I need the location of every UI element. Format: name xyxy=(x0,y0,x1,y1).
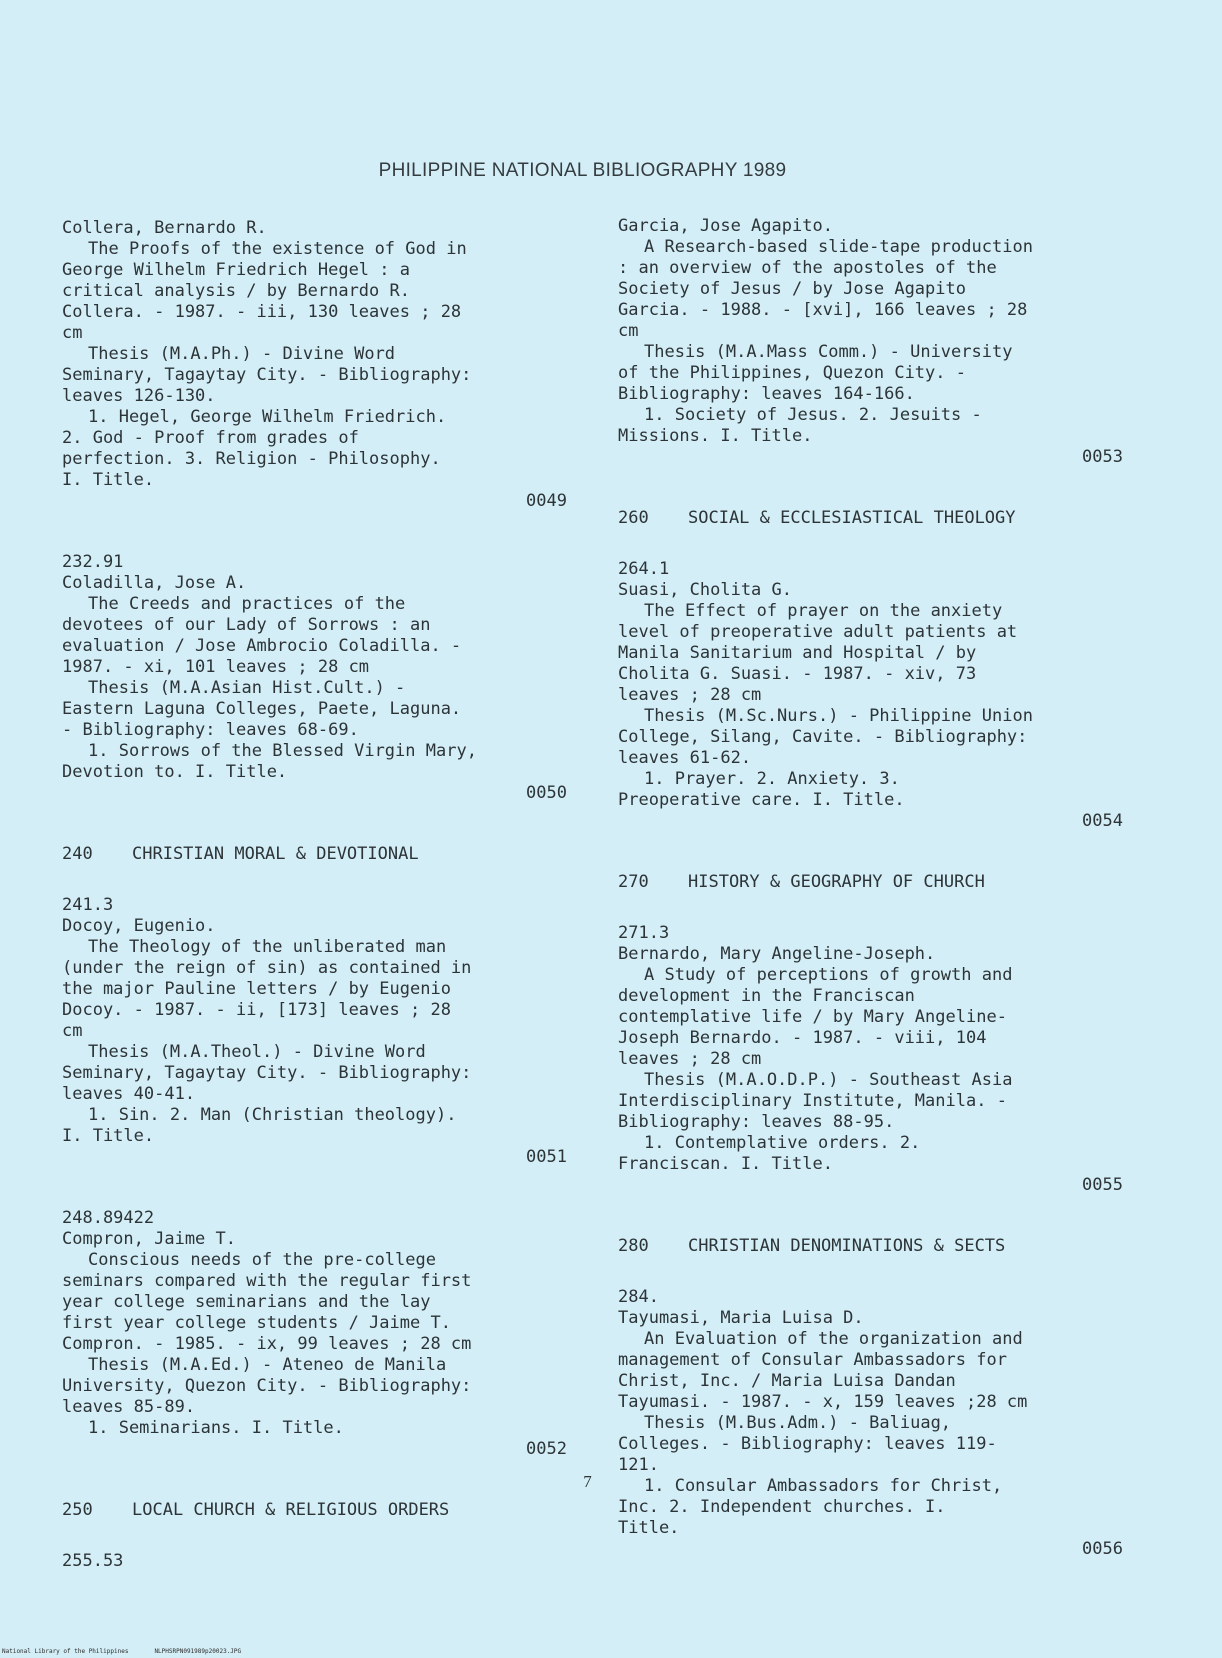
entry-line: 1. Society of Jesus. 2. Jesuits - xyxy=(644,405,982,425)
entry-line: An Evaluation of the organization and xyxy=(644,1329,1023,1349)
entry-line: Preoperative care. I. Title. xyxy=(618,790,905,810)
entry-line: level of preoperative adult patients at xyxy=(618,622,1018,642)
entry-line: Seminary, Tagaytay City. - Bibliography: xyxy=(62,1063,472,1083)
entry-line: 1. Consular Ambassadors for Christ, xyxy=(644,1476,1003,1496)
entry-line: cm xyxy=(62,1021,83,1041)
entry-line: Bibliography: leaves 164-166. xyxy=(618,384,915,404)
bibliography-entry xyxy=(62,1208,567,1460)
section-title: SOCIAL & ECCLESIASTICAL THEOLOGY xyxy=(688,508,1016,528)
entry-line: 1. Prayer. 2. Anxiety. 3. xyxy=(644,769,900,789)
entry-line: Thesis (M.A.Asian Hist.Cult.) - xyxy=(88,678,406,698)
entry-line: University, Quezon City. - Bibliography: xyxy=(62,1376,472,1396)
entry-line: Thesis (M.A.Mass Comm.) - University xyxy=(644,342,1013,362)
entry-line: cm xyxy=(62,323,83,343)
entry-line: Thesis (M.A.Theol.) - Divine Word xyxy=(88,1042,426,1062)
entry-line: Christ, Inc. / Maria Luisa Dandan xyxy=(618,1371,956,1391)
section-code: 250 xyxy=(62,1500,93,1520)
entry-line: 232.91 xyxy=(62,552,124,572)
entry-line: leaves ; 28 cm xyxy=(618,1049,762,1069)
section-heading xyxy=(618,872,1123,893)
bibliography-entry xyxy=(618,923,1123,1196)
entry-line: Joseph Bernardo. - 1987. - viii, 104 xyxy=(618,1028,987,1048)
entry-line: The Proofs of the existence of God in xyxy=(88,239,467,259)
entry-line: Devotion to. I. Title. xyxy=(62,762,288,782)
entry-line: development in the Franciscan xyxy=(618,986,915,1006)
entry-number: 0051 xyxy=(526,1147,567,1167)
entry-line: A Study of perceptions of growth and xyxy=(644,965,1013,985)
entry-line: 264.1 xyxy=(618,559,670,579)
entry-line: Garcia, Jose Agapito. xyxy=(618,216,833,236)
entry-line: leaves 61-62. xyxy=(618,748,752,768)
entry-line: Coladilla, Jose A. xyxy=(62,573,247,593)
left-column xyxy=(62,218,567,1612)
entry-line: leaves 85-89. xyxy=(62,1397,196,1417)
entry-line: Manila Sanitarium and Hospital / by xyxy=(618,643,977,663)
entry-line: College, Silang, Cavite. - Bibliography: xyxy=(618,727,1028,747)
entry-line: Title. xyxy=(618,1518,680,1538)
section-title: HISTORY & GEOGRAPHY OF CHURCH xyxy=(688,872,985,892)
entry-line: 1. Hegel, George Wilhelm Friedrich. xyxy=(88,407,447,427)
entry-line: Thesis (M.Bus.Adm.) - Baliuag, xyxy=(644,1413,952,1433)
entry-line: Seminary, Tagaytay City. - Bibliography: xyxy=(62,365,472,385)
entry-line: Suasi, Cholita G. xyxy=(618,580,792,600)
section-heading xyxy=(62,1500,567,1521)
entry-line: 255.53 xyxy=(62,1551,124,1571)
entry-line: 248.89422 xyxy=(62,1208,155,1228)
entry-line: 284. xyxy=(618,1287,659,1307)
entry-line: Compron, Jaime T. xyxy=(62,1229,236,1249)
bibliography-entry xyxy=(618,1287,1123,1560)
entry-line: The Effect of prayer on the anxiety xyxy=(644,601,1003,621)
entry-line: 121. xyxy=(618,1455,659,1475)
bibliography-entry xyxy=(62,895,567,1168)
entry-line: Tayumasi, Maria Luisa D. xyxy=(618,1308,864,1328)
entry-line: Docoy. - 1987. - ii, [173] leaves ; 28 xyxy=(62,1000,451,1020)
section-title: CHRISTIAN MORAL & DEVOTIONAL xyxy=(132,844,419,864)
section-title: LOCAL CHURCH & RELIGIOUS ORDERS xyxy=(132,1500,450,1520)
entry-line: George Wilhelm Friedrich Hegel : a xyxy=(62,260,410,280)
entry-line: Garcia. - 1988. - [xvi], 166 leaves ; 28 xyxy=(618,300,1028,320)
entry-line: Eastern Laguna Colleges, Paete, Laguna. xyxy=(62,699,462,719)
entry-line: The Creeds and practices of the xyxy=(88,594,406,614)
section-code: 260 xyxy=(618,508,649,528)
entry-line: Thesis (M.A.O.D.P.) - Southeast Asia xyxy=(644,1070,1013,1090)
entry-number: 0053 xyxy=(1082,447,1123,467)
entry-line: Society of Jesus / by Jose Agapito xyxy=(618,279,966,299)
page-title: PHILIPPINE NATIONAL BIBLIOGRAPHY 1989 xyxy=(378,160,787,181)
entry-line: - Bibliography: leaves 68-69. xyxy=(62,720,359,740)
entry-line: leaves 40-41. xyxy=(62,1084,196,1104)
section-code: 280 xyxy=(618,1236,649,1256)
entry-line: I. Title. xyxy=(62,1126,155,1146)
entry-line: year college seminarians and the lay xyxy=(62,1292,431,1312)
entry-line: contemplative life / by Mary Angeline- xyxy=(618,1007,1007,1027)
entry-line: critical analysis / by Bernardo R. xyxy=(62,281,410,301)
entry-line: the major Pauline letters / by Eugenio xyxy=(62,979,451,999)
entry-line: evaluation / Jose Ambrocio Coladilla. - xyxy=(62,636,462,656)
entry-line: 271.3 xyxy=(618,923,670,943)
footer-library: National Library of the Philippines xyxy=(2,1648,129,1655)
entry-line: Missions. I. Title. xyxy=(618,426,813,446)
entry-line: Thesis (M.A.Ed.) - Ateneo de Manila xyxy=(88,1355,447,1375)
entry-number: 0055 xyxy=(1082,1175,1123,1195)
entry-line: (under the reign of sin) as contained in xyxy=(62,958,472,978)
bibliography-entry xyxy=(62,552,567,804)
entry-line: 1. Seminarians. I. Title. xyxy=(88,1418,344,1438)
bibliography-entry xyxy=(618,216,1123,468)
entry-line: of the Philippines, Quezon City. - xyxy=(618,363,966,383)
page-number: 7 xyxy=(583,1472,592,1491)
entry-line: 1. Sorrows of the Blessed Virgin Mary, xyxy=(88,741,477,761)
entry-line: Thesis (M.A.Ph.) - Divine Word xyxy=(88,344,396,364)
entry-line: I. Title. xyxy=(62,470,155,490)
bibliography-entry xyxy=(62,218,567,512)
bibliography-entry xyxy=(618,559,1123,832)
entry-line: Compron. - 1985. - ix, 99 leaves ; 28 cm xyxy=(62,1334,472,1354)
entry-line: 2. God - Proof from grades of xyxy=(62,428,359,448)
right-column xyxy=(618,216,1123,1600)
entry-line: Bernardo, Mary Angeline-Joseph. xyxy=(618,944,936,964)
entry-line: leaves 126-130. xyxy=(62,386,216,406)
entry-line: perfection. 3. Religion - Philosophy. xyxy=(62,449,441,469)
section-heading xyxy=(618,1236,1123,1257)
entry-line: Inc. 2. Independent churches. I. xyxy=(618,1497,946,1517)
entry-line: A Research-based slide-tape production xyxy=(644,237,1033,257)
entry-line: Bibliography: leaves 88-95. xyxy=(618,1112,895,1132)
entry-line: first year college students / Jaime T. xyxy=(62,1313,451,1333)
entry-line: Collera. - 1987. - iii, 130 leaves ; 28 xyxy=(62,302,462,322)
entry-line: management of Consular Ambassadors for xyxy=(618,1350,1007,1370)
section-title: CHRISTIAN DENOMINATIONS & SECTS xyxy=(688,1236,1006,1256)
entry-line: 1. Contemplative orders. 2. xyxy=(644,1133,921,1153)
entry-line: Conscious needs of the pre-college xyxy=(88,1250,436,1270)
entry-line: The Theology of the unliberated man xyxy=(88,937,447,957)
section-heading xyxy=(618,508,1123,529)
section-code: 240 xyxy=(62,844,93,864)
footer-credit xyxy=(2,1648,241,1655)
entry-number: 0054 xyxy=(1082,811,1123,831)
entry-line: Franciscan. I. Title. xyxy=(618,1154,833,1174)
footer-file: NLPHSRPN091989p20023.JPG xyxy=(154,1648,242,1655)
entry-number: 0056 xyxy=(1082,1539,1123,1559)
entry-line: leaves ; 28 cm xyxy=(618,685,762,705)
entry-line: 241.3 xyxy=(62,895,114,915)
entry-line: Cholita G. Suasi. - 1987. - xiv, 73 xyxy=(618,664,977,684)
entry-number: 0050 xyxy=(526,783,567,803)
entry-line: : an overview of the apostoles of the xyxy=(618,258,997,278)
entry-line: 1. Sin. 2. Man (Christian theology). xyxy=(88,1105,457,1125)
entry-line: Interdisciplinary Institute, Manila. - xyxy=(618,1091,1007,1111)
entry-line: devotees of our Lady of Sorrows : an xyxy=(62,615,431,635)
section-heading xyxy=(62,844,567,865)
entry-line: cm xyxy=(618,321,639,341)
entry-line: Docoy, Eugenio. xyxy=(62,916,216,936)
entry-number: 0052 xyxy=(526,1439,567,1459)
entry-line: Colleges. - Bibliography: leaves 119- xyxy=(618,1434,997,1454)
entry-line: Collera, Bernardo R. xyxy=(62,218,267,238)
entry-line: seminars compared with the regular first xyxy=(62,1271,472,1291)
entry-line: Thesis (M.Sc.Nurs.) - Philippine Union xyxy=(644,706,1033,726)
bibliography-entry xyxy=(62,1551,567,1572)
entry-number: 0049 xyxy=(526,491,567,511)
entry-line: Tayumasi. - 1987. - x, 159 leaves ;28 cm xyxy=(618,1392,1028,1412)
entry-line: 1987. - xi, 101 leaves ; 28 cm xyxy=(62,657,370,677)
section-code: 270 xyxy=(618,872,649,892)
